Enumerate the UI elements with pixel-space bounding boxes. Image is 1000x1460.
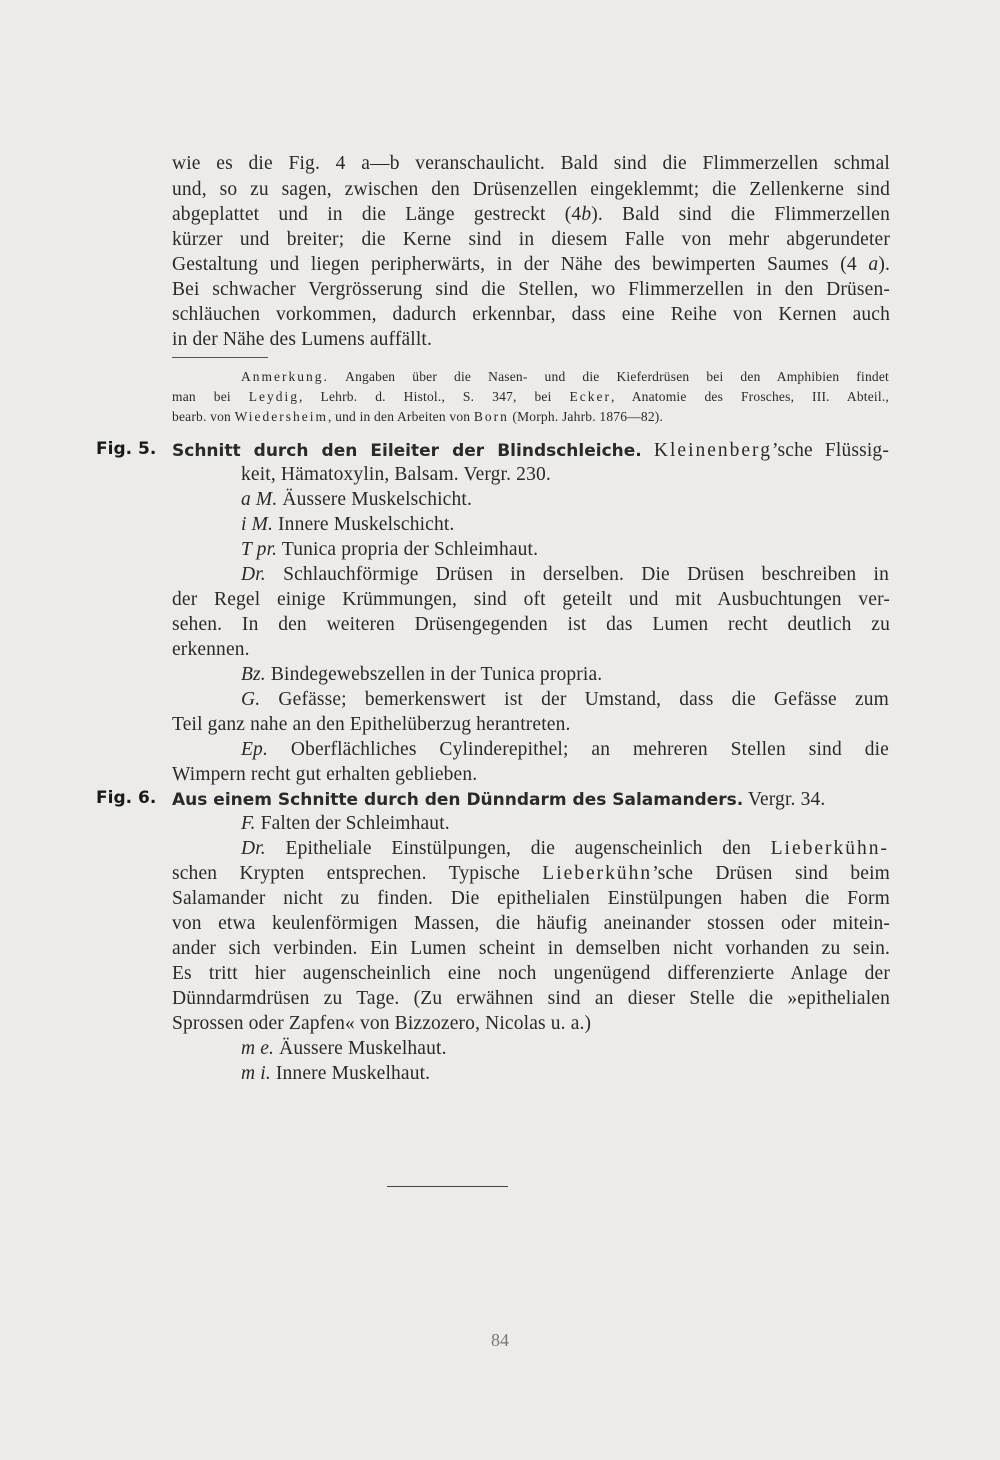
legend-text: Innere Muskelschicht. xyxy=(273,514,455,535)
text-fragment: Gestaltung und liegen peripherwärts, in der Nähe des bewimperten Saumes (4 xyxy=(172,254,869,275)
text-line: Sprossen oder Zapfen« von Bizzozero, Nicolas u. a.) xyxy=(172,1013,592,1034)
text-line xyxy=(172,253,890,277)
legend-abbr: m e. xyxy=(241,1038,275,1059)
author-name: Kleinenberg xyxy=(653,440,772,461)
figure-title-line xyxy=(172,788,825,812)
text-line: erkennen. xyxy=(172,639,250,660)
figure-label: Fig. 6. xyxy=(96,788,157,808)
legend-abbr: F. xyxy=(241,813,256,834)
text-fragment: , Anatomie des Frosches, III. Abteil., xyxy=(610,389,889,404)
author-name: Born xyxy=(473,409,509,424)
text-line: Wimpern recht gut erhalten geblieben. xyxy=(172,764,478,785)
legend-text: Oberflächliches Cylinderepithel; an mehreren Stellen sind die xyxy=(268,739,889,760)
legend-text: Schlauchförmige Drüsen in derselben. Die Drüsen beschreiben in xyxy=(265,564,889,585)
text-fragment: , Lehrb. d. Histol., S. 347, bei xyxy=(299,389,570,404)
text-fragment xyxy=(642,440,654,461)
legend-item xyxy=(241,1037,447,1061)
text-fragment: , und in den Arbeiten von xyxy=(328,409,474,424)
text-line: der Regel einige Krümmungen, sind oft geteilt und mit Ausbuchtungen ver- xyxy=(172,589,890,610)
legend-text: Äussere Muskelhaut. xyxy=(274,1038,447,1059)
text-line: Salamander nicht zu finden. Die epithelialen Einstülpungen haben die Form xyxy=(172,888,890,909)
text-fragment: man bei xyxy=(172,389,249,404)
author-name: Leydig xyxy=(248,389,300,404)
text-fragment: b xyxy=(581,204,592,225)
legend-item xyxy=(241,538,538,562)
footnote-line xyxy=(241,368,889,386)
text-fragment: ). Bald sind die Flimmerzellen xyxy=(591,204,891,225)
text-line: Dünndarmdrüsen zu Tage. (Zu erwähnen sind an dieser Stelle die »epithelialen xyxy=(172,988,890,1009)
legend-abbr: a M. xyxy=(241,489,278,510)
footnote-divider xyxy=(172,357,268,358)
author-name: Wiedersheim xyxy=(234,409,328,424)
text-fragment: schen Krypten entsprechen. Typische xyxy=(172,863,543,884)
text-line: schläuchen vorkommen, dadurch erkennbar, dass eine Reihe von Kernen auch xyxy=(172,304,890,325)
legend-text: Innere Muskelhaut. xyxy=(270,1063,431,1084)
text-line: sehen. In den weiteren Drüsengegenden ist das Lumen recht deutlich zu xyxy=(172,614,890,635)
legend-item xyxy=(241,488,472,512)
legend-item xyxy=(241,513,454,537)
legend-item xyxy=(241,812,450,836)
legend-abbr: m i. xyxy=(241,1063,271,1084)
text-fragment: a xyxy=(868,254,879,275)
text-line: kürzer und breiter; die Kerne sind in diesem Falle von mehr abgerundeter xyxy=(172,229,890,250)
legend-item xyxy=(241,738,889,762)
text-fragment: Angaben über die Nasen- und die Kieferdrüsen bei den Amphibien findet xyxy=(328,369,889,384)
footnote-label: Anmerkung. xyxy=(241,369,329,384)
figure-title: Aus einem Schnitte durch den Dünndarm des Salamanders. xyxy=(172,790,744,810)
footnote-line xyxy=(172,388,889,406)
figure-title: Schnitt durch den Eileiter der Blindschleiche. xyxy=(172,441,642,461)
page-number: 84 xyxy=(491,1330,509,1350)
legend-item xyxy=(241,563,889,587)
text-line xyxy=(172,203,890,227)
text-line: Bei schwacher Vergrösserung sind die Stellen, wo Flimmerzellen in den Drüsen- xyxy=(172,279,890,300)
legend-abbr: Dr. xyxy=(241,564,266,585)
text-line xyxy=(172,862,890,886)
legend-text: Äussere Muskelschicht. xyxy=(277,489,472,510)
legend-abbr: G. xyxy=(241,689,261,710)
legend-abbr: Ep. xyxy=(241,739,268,760)
legend-item xyxy=(241,688,889,712)
text-line: und, so zu sagen, zwischen den Drüsenzellen eingeklemmt; die Zellenkerne sind xyxy=(172,179,890,200)
text-fragment: abgeplattet und in die Länge gestreckt (4 xyxy=(172,204,582,225)
text-fragment: Vergr. 34. xyxy=(743,789,826,810)
legend-item xyxy=(241,1062,430,1086)
text-fragment: ). xyxy=(878,254,890,275)
author-name: Lieberkühn- xyxy=(770,838,889,859)
text-line: wie es die Fig. 4 a—b veranschaulicht. Bald sind die Flimmerzellen schmal xyxy=(172,153,890,174)
text-fragment: ’sche Drüsen sind beim xyxy=(652,863,890,884)
legend-item xyxy=(241,837,889,861)
text-line: Teil ganz nahe an den Epithelüberzug herantreten. xyxy=(172,714,571,735)
section-end-rule xyxy=(387,1186,508,1187)
text-line: keit, Hämatoxylin, Balsam. Vergr. 230. xyxy=(241,464,551,485)
text-line: in der Nähe des Lumens auffällt. xyxy=(172,329,433,350)
text-line: von etwa keulenförmigen Massen, die häufig aneinander stossen oder mitein- xyxy=(172,913,890,934)
figure-label: Fig. 5. xyxy=(96,439,157,459)
figure-title-line xyxy=(172,439,889,463)
author-name: Ecker xyxy=(569,389,611,404)
legend-text: Falten der Schleimhaut. xyxy=(255,813,450,834)
text-fragment: bearb. von xyxy=(172,409,235,424)
author-name: Lieberkühn xyxy=(542,863,653,884)
legend-abbr: Dr. xyxy=(241,838,266,859)
legend-text: Gefässe; bemerkenswert ist der Umstand, dass die Gefässe zum xyxy=(260,689,889,710)
legend-abbr: T pr. xyxy=(241,539,278,560)
legend-item xyxy=(241,663,602,687)
legend-text: Bindegewebszellen in der Tunica propria. xyxy=(265,664,603,685)
footnote-line xyxy=(172,408,663,426)
legend-abbr: Bz. xyxy=(241,664,266,685)
text-fragment: (Morph. Jahrb. 1876—82). xyxy=(508,409,664,424)
legend-abbr: i M. xyxy=(241,514,274,535)
text-fragment: ’sche Flüssig- xyxy=(771,440,889,461)
legend-text: Epitheliale Einstülpungen, die augenscheinlich den xyxy=(265,838,771,859)
legend-text: Tunica propria der Schleimhaut. xyxy=(277,539,539,560)
text-line: ander sich verbinden. Ein Lumen scheint in demselben nicht vorhanden zu sein. xyxy=(172,938,890,959)
text-line: Es tritt hier augenscheinlich eine noch ungenügend differenzierte Anlage der xyxy=(172,963,890,984)
